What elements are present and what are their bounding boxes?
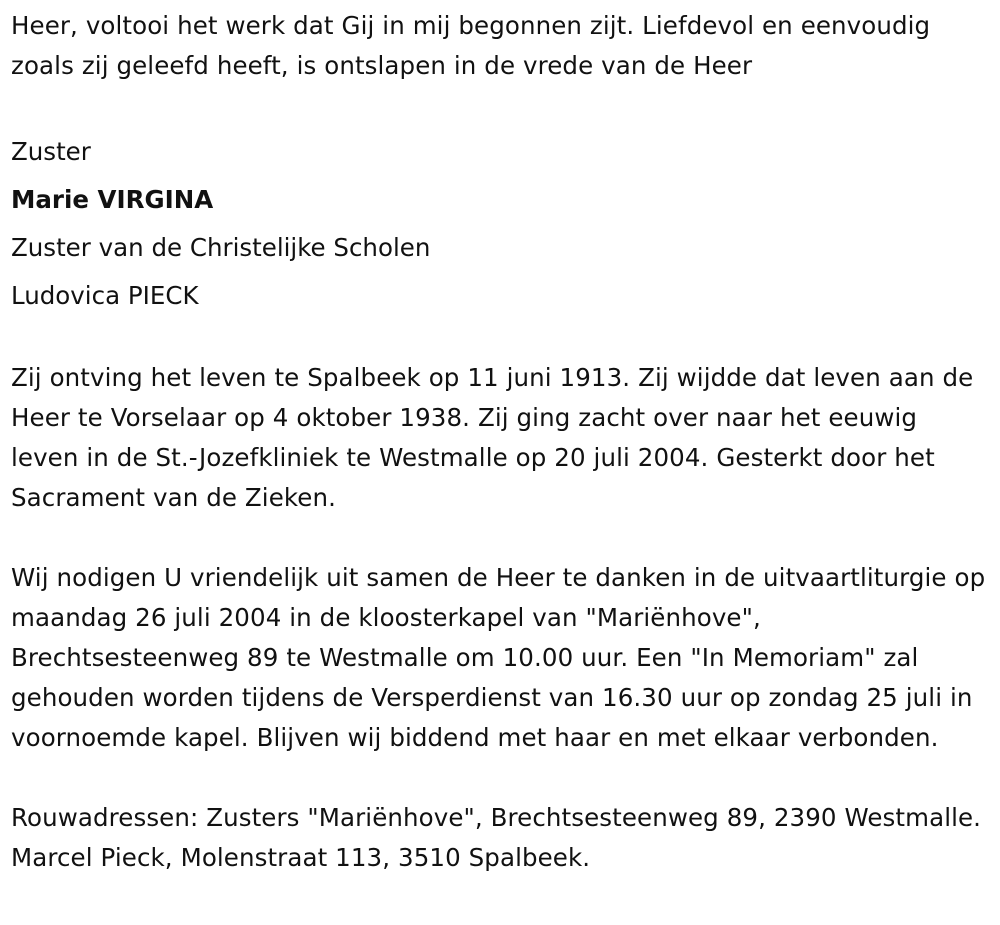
deceased-birth-name: Ludovica PIECK xyxy=(11,281,199,310)
life-paragraph: Zij ontving het leven te Spalbeek op 11 juni 1913. Zij wijdde dat leven aan de Heer te Vorselaar op 4 oktober 1938. Zij ging zacht over naar het eeuwig leven in de St.-Jozefkliniek te Westmalle op 20 juli 2004. Gesterkt door het Sacrament van de Zieken. xyxy=(11,363,974,512)
opening-verse: Heer, voltooi het werk dat Gij in mij begonnen zijt. Liefdevol en eenvoudig zoals zij geleefd heeft, is ontslapen in de vrede van de Heer xyxy=(11,11,931,80)
spacer xyxy=(11,86,988,126)
condolence-paragraph: Rouwadressen: Zusters "Mariënhove", Brechtsesteenweg 89, 2390 Westmalle. Marcel Pieck, Molenstraat 113, 3510 Spalbeek. xyxy=(11,803,982,872)
deceased-congregation: Zuster van de Christelijke Scholen xyxy=(11,233,431,262)
spacer xyxy=(11,758,988,798)
deceased-name: Marie VIRGINA xyxy=(11,185,214,214)
deceased-block xyxy=(11,128,988,320)
spacer xyxy=(11,518,988,558)
deceased-title: Zuster xyxy=(11,137,91,166)
spacer xyxy=(11,324,988,358)
funeral-paragraph: Wij nodigen U vriendelijk uit samen de Heer te danken in de uitvaartliturgie op maandag 26 juli 2004 in de kloosterkapel van "Mariënhove", Brechtsesteenweg 89 te Westmalle om 10.00 uur. Een "In Memoriam" zal gehouden worden tijdens de Versperdienst van 16.30 uur op zondag 25 juli in voornoemde kapel. Blijven wij biddend met haar en met elkaar verbonden. xyxy=(11,563,986,752)
